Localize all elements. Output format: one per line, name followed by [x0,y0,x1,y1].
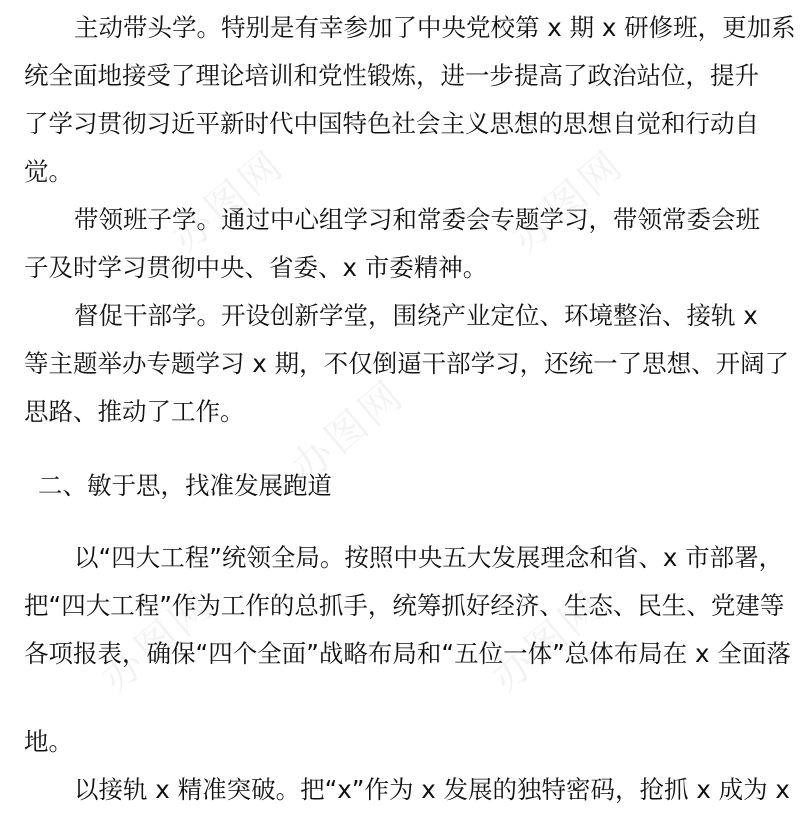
watermark: 办图网 [162,141,294,262]
watermark: 办图网 [92,581,224,702]
text-line: 把“四大工程”作为工作的总抓手，统筹抓好经济、生态、民生、党建等 [24,591,785,620]
paragraph-four-projects [24,534,791,678]
text-line: 带领班子学。通过中心组学习和常委会专题学习，带领常委会班 [74,205,760,234]
paragraph-precise-breakthrough [24,766,790,814]
paragraph-cadre-study [24,292,790,436]
watermark: 办图网 [502,141,634,262]
watermark: 办图网 [282,371,414,492]
text-line: 以接轨 x 精准突破。把“x”作为 x 发展的独特密码，抢抓 x 成为 x [74,775,790,804]
paragraph-team-study [24,196,780,292]
text-line: 觉。 [24,157,73,186]
text-line: 各项报表，确保“四个全面”战略布局和“五位一体”总体布局在 x 全面落 [24,639,791,668]
text-line: 等主题举办专题学习 x 期，不仅倒逼干部学习，还统一了思想、开阔了 [24,349,790,378]
paragraph-lead-study [24,4,796,196]
text-line: 统全面地接受了理论培训和党性锻炼，进一步提高了政治站位，提升 [24,61,759,90]
text-line: 思路、推动了工作。 [24,397,245,426]
watermark: 办图网 [482,581,614,702]
section-heading: 二、敏于思，找准发展跑道 [38,471,332,500]
paragraph-four-tail [24,718,780,766]
text-line: 了学习贯彻习近平新时代中国特色社会主义思想的思想自觉和行动自 [24,109,759,138]
text-line: 督促干部学。开设创新学堂，围绕产业定位、环境整治、接轨 x [74,301,758,330]
text-line: 以“四大工程”统领全局。按照中央五大发展理念和省、x 市部署， [74,543,784,572]
text-line: 主动带头学。特别是有幸参加了中央党校第 x 期 x 研修班，更加系 [74,13,796,42]
text-line: 地。 [24,727,73,756]
text-line: 子及时学习贯彻中央、省委、x 市委精神。 [24,253,488,282]
